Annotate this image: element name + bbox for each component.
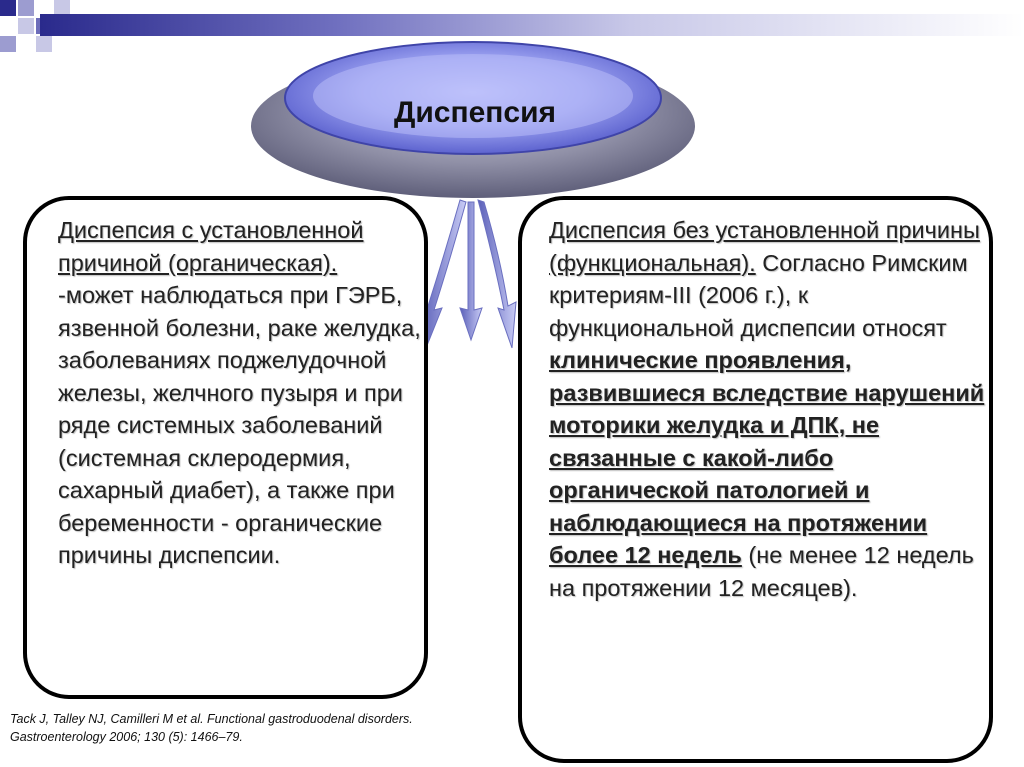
center-arrow-icon	[460, 202, 482, 340]
citation	[10, 710, 510, 746]
organic-dyspepsia-conclusion: органические причины диспепсии.	[58, 509, 383, 568]
functional-dyspepsia-intro: Согласно Римским критериям-III (2006 г.), к функциональной диспепсии относят	[549, 249, 968, 341]
organic-dyspepsia-causes: -может наблюдаться при ГЭРБ, язвенной болезни, раке желудка, заболеваниях поджелудочной железы, желчного пузыря и при ряде системных заболеваний (системная склеродермия, сахарный диабет), а также	[58, 282, 421, 503]
title-shape	[250, 28, 700, 208]
connector-arrows	[420, 190, 520, 350]
functional-dyspepsia-definition: клинические проявления, развившиеся вследствие нарушений моторики желудка и ДПК, не связанные с какой-либо органической патологией и наблюдающиеся на протяжении более 12 недель	[549, 347, 985, 568]
organic-dyspepsia-pregnancy: при беременности -	[58, 477, 395, 536]
right-arrow-icon	[478, 200, 516, 348]
organic-dyspepsia-box	[23, 196, 428, 699]
organic-dyspepsia-text	[58, 214, 428, 572]
functional-dyspepsia-heading: Диспепсия без установленной причины (функциональная).	[549, 217, 980, 276]
organic-dyspepsia-heading: Диспепсия с установленной причиной (органическая).	[58, 217, 364, 276]
functional-dyspepsia-tail: (не менее 12 недель на протяжении 12 месяцев).	[549, 542, 974, 601]
functional-dyspepsia-box	[518, 196, 993, 763]
functional-dyspepsia-text	[549, 214, 989, 604]
citation-line-1: Tack J, Talley NJ, Camilleri M et al. Functional gastroduodenal disorders.	[10, 712, 413, 726]
citation-line-2: Gastroenterology 2006; 130 (5): 1466–79.	[10, 730, 243, 744]
slide-title: Диспепсия	[393, 96, 557, 129]
